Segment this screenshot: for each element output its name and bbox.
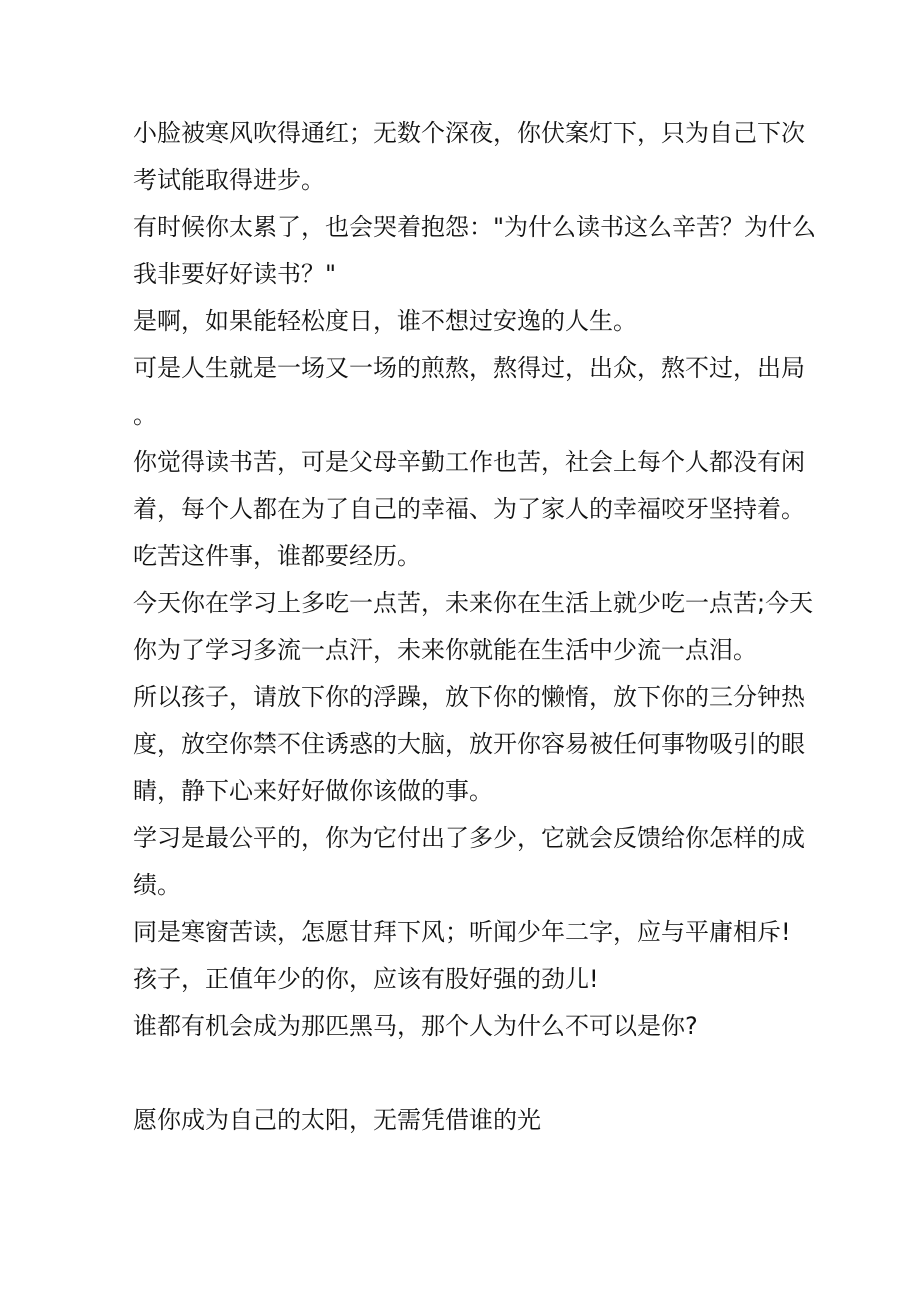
text-line: 。	[133, 401, 157, 429]
text-line: 孩子，正值年少的你，应该有股好强的劲儿!	[133, 965, 599, 993]
text-line: 吃苦这件事，谁都要经历。	[133, 542, 421, 570]
text-line: 你为了学习多流一点汗，未来你就能在生活中少流一点泪。	[133, 636, 757, 664]
text-line: 绩。	[133, 871, 181, 899]
text-line: 同是寒窗苦读，怎愿甘拜下风；听闻少年二字，应与平庸相斥!	[133, 918, 791, 946]
text-line: 今天你在学习上多吃一点苦，未来你在生活上就少吃一点苦;今天	[133, 589, 814, 617]
paragraph-gap	[133, 1050, 793, 1097]
text-line: 谁都有机会成为那匹黑马，那个人为什么不可以是你?	[133, 1012, 698, 1040]
text-line: 所以孩子，请放下你的浮躁，放下你的懒惰，放下你的三分钟热	[133, 683, 805, 711]
text-line: 睛，静下心来好好做你该做的事。	[133, 777, 493, 805]
text-line: 有时候你太累了，也会哭着抱怨："为什么读书这么辛苦？为什么	[133, 213, 817, 241]
text-line: 学习是最公平的，你为它付出了多少，它就会反馈给你怎样的成	[133, 824, 805, 852]
closing-line: 愿你成为自己的太阳，无需凭借谁的光	[133, 1106, 541, 1134]
text-line: 小脸被寒风吹得通红；无数个深夜，你伏案灯下，只为自己下次	[133, 119, 805, 147]
text-line: 考试能取得进步。	[133, 166, 325, 194]
text-line: 着，每个人都在为了自己的幸福、为了家人的幸福咬牙坚持着。	[133, 495, 805, 523]
text-line: 是啊，如果能轻松度日，谁不想过安逸的人生。	[133, 307, 637, 335]
text-line: 你觉得读书苦，可是父母辛勤工作也苦，社会上每个人都没有闲	[133, 448, 805, 476]
text-line: 我非要好好读书？"	[133, 260, 337, 288]
text-line: 可是人生就是一场又一场的煎熬，熬得过，出众，熬不过，出局	[133, 354, 805, 382]
text-line: 度，放空你禁不住诱惑的大脑，放开你容易被任何事物吸引的眼	[133, 730, 805, 758]
document-body	[133, 110, 817, 1144]
